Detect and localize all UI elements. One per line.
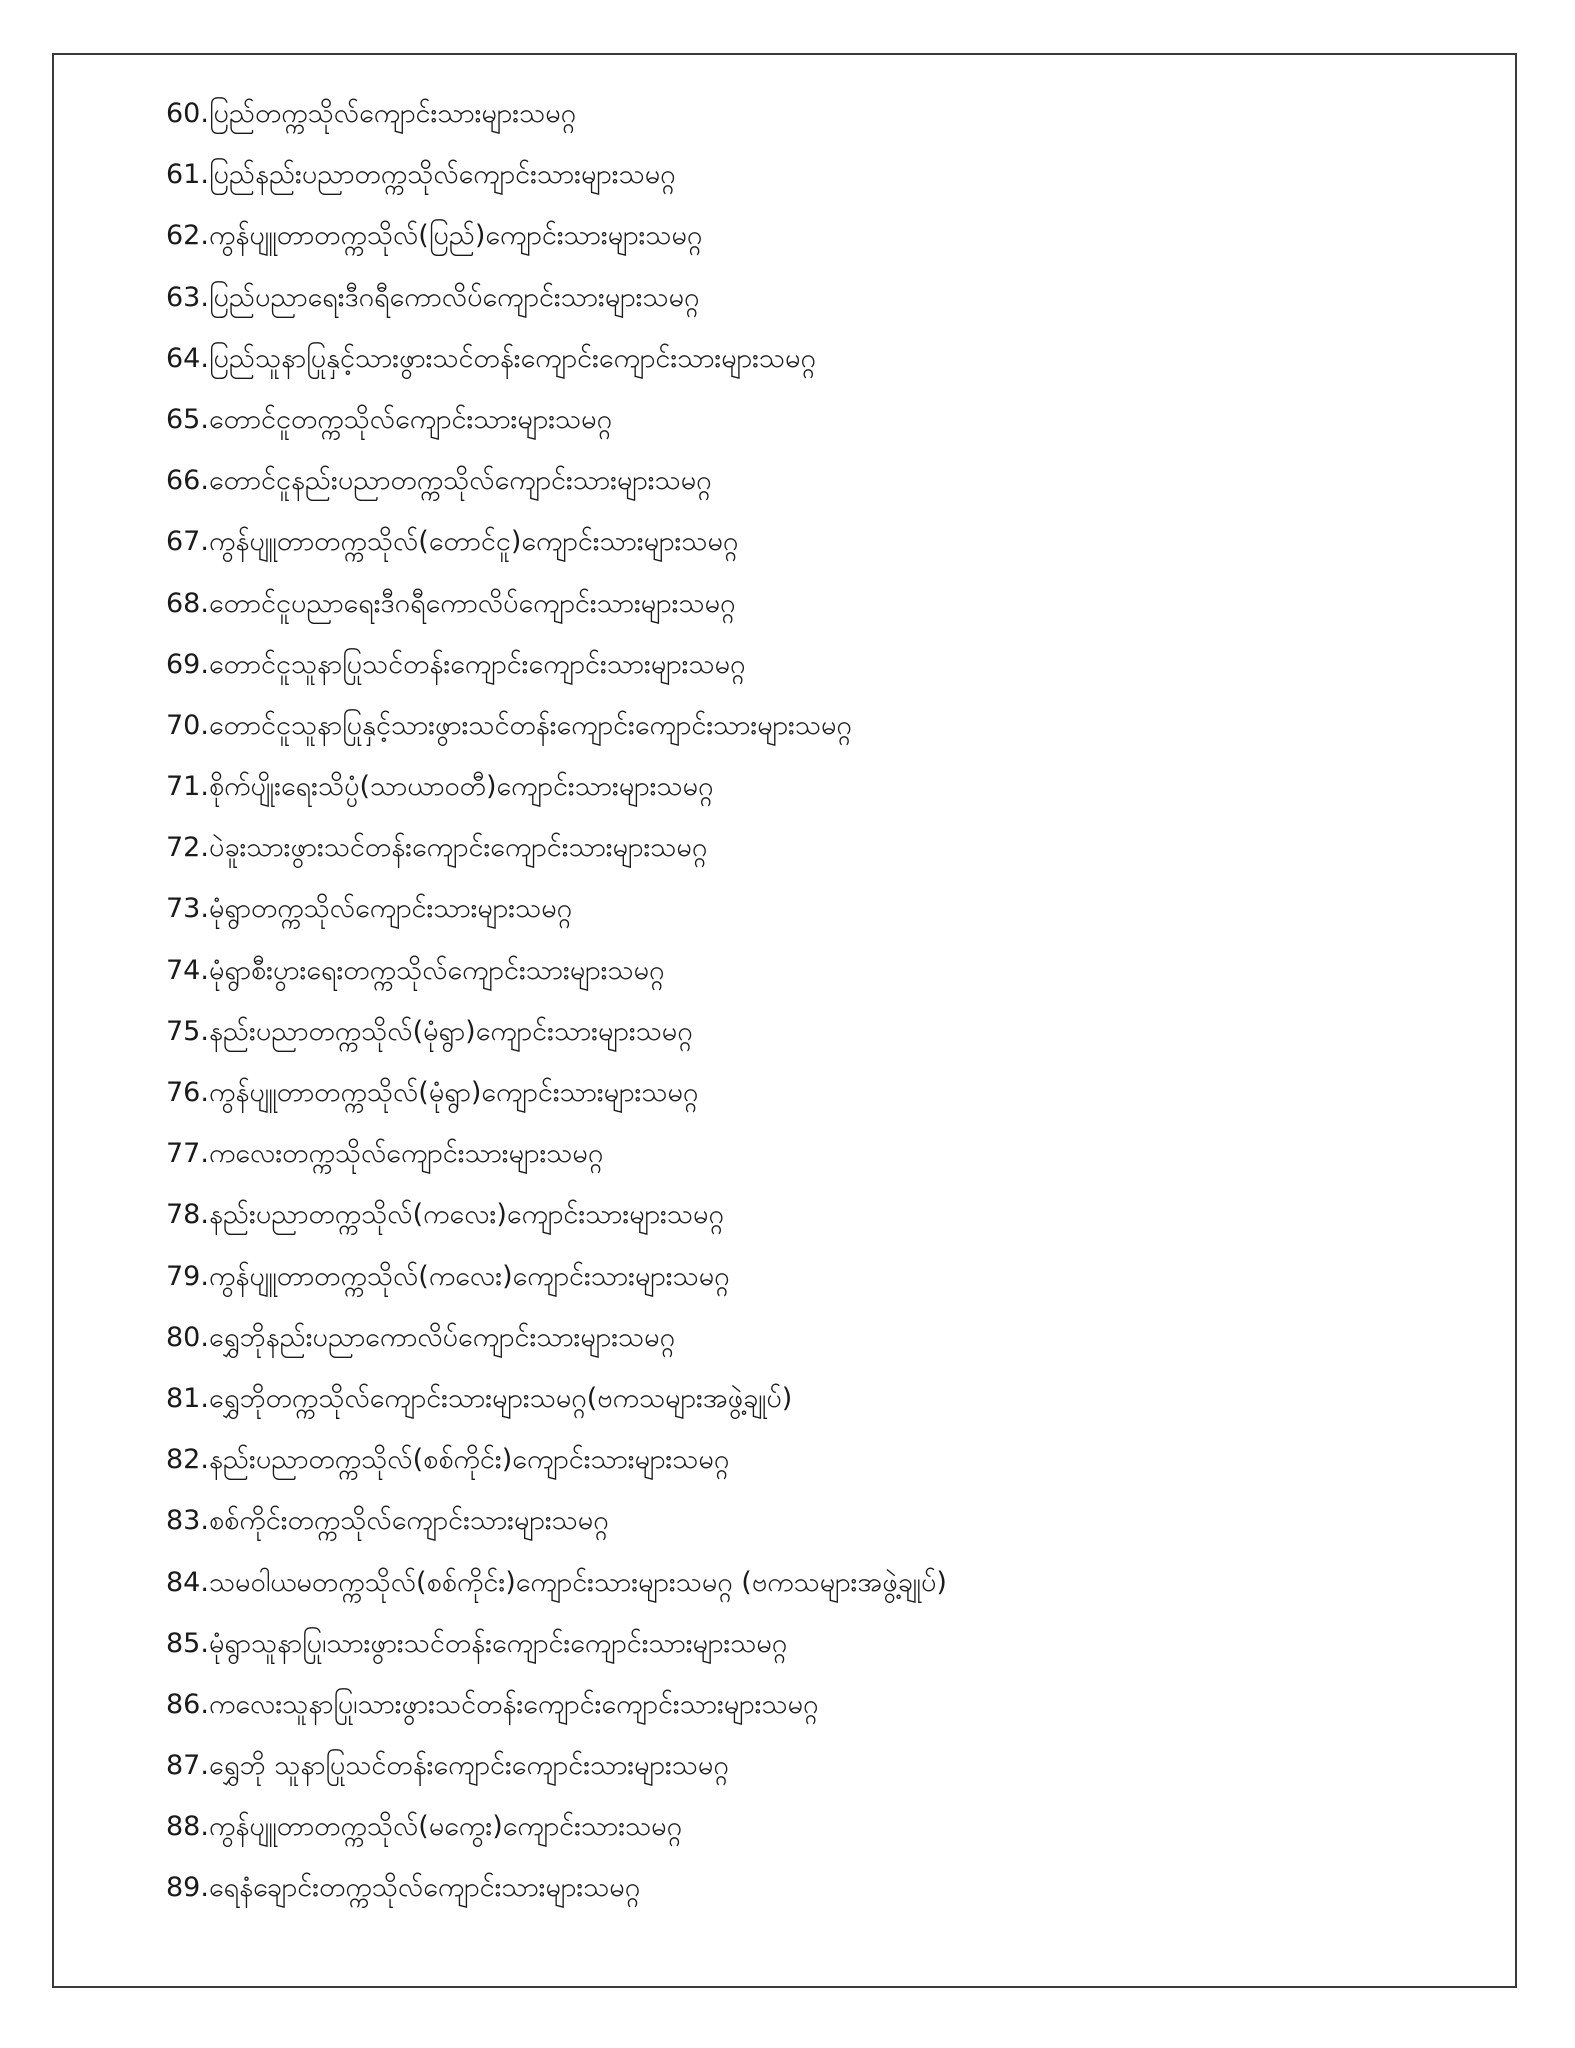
list-item: 81.ရွှေဘိုတက္ကသိုလ်ကျောင်းသားများသမဂ္ဂ(ဗကသများအဖွဲ့ချုပ်)	[166, 1382, 793, 1414]
list-item: 61.ပြည်နည်းပညာတက္ကသိုလ်ကျောင်းသားများသမဂ္ဂ	[166, 159, 676, 191]
list-item: 69.တောင်ငူသူနာပြုသင်တန်းကျောင်းကျောင်းသားများသမဂ္ဂ	[166, 648, 746, 680]
list-item: 67.ကွန်ပျူတာတက္ကသိုလ်(တောင်ငူ)ကျောင်းသားများသမဂ္ဂ	[166, 526, 739, 558]
list-item: 80.ရွှေဘိုနည်းပညာကောလိပ်ကျောင်းသားများသမဂ္ဂ	[166, 1321, 676, 1353]
list-item: 75.နည်းပညာတက္ကသိုလ်(မုံရွာ)ကျောင်းသားများသမဂ္ဂ	[166, 1015, 693, 1047]
list-item: 79.ကွန်ပျူတာတက္ကသိုလ်(ကလေး)ကျောင်းသားများသမဂ္ဂ	[166, 1260, 730, 1292]
page-frame	[52, 53, 1517, 1988]
list-item: 62.ကွန်ပျူတာတက္ကသိုလ်(ပြည်)ကျောင်းသားများသမဂ္ဂ	[166, 220, 703, 252]
list-item: 72.ပဲခူးသားဖွားသင်တန်းကျောင်းကျောင်းသားများသမဂ္ဂ	[166, 832, 708, 864]
list-item: 85.မုံရွာသူနာပြု၊သားဖွားသင်တန်းကျောင်းကျောင်းသားများသမဂ္ဂ	[166, 1627, 788, 1659]
list-item: 83.စစ်ကိုင်းတက္ကသိုလ်ကျောင်းသားများသမဂ္ဂ	[166, 1505, 609, 1537]
list-item: 82.နည်းပညာတက္ကသိုလ်(စစ်ကိုင်း)ကျောင်းသားများသမဂ္ဂ	[166, 1444, 730, 1476]
list-item: 71.စိုက်ပျိုးရေးသိပ္ပံ(သာယာဝတီ)ကျောင်းသားများသမဂ္ဂ	[166, 771, 714, 803]
list-item: 65.တောင်ငူတက္ကသိုလ်ကျောင်းသားများသမဂ္ဂ	[166, 403, 613, 435]
list-item: 86.ကလေးသူနာပြု၊သားဖွားသင်တန်းကျောင်းကျောင်းသားများသမဂ္ဂ	[166, 1688, 819, 1720]
list-item: 84.သမဝါယမတက္ကသိုလ်(စစ်ကိုင်း)ကျောင်းသားများသမဂ္ဂ (ဗကသများအဖွဲ့ချုပ်)	[166, 1566, 947, 1598]
list-item: 66.တောင်ငူနည်းပညာတက္ကသိုလ်ကျောင်းသားများသမဂ္ဂ	[166, 465, 712, 497]
list-item: 64.ပြည်သူနာပြုနှင့်သားဖွားသင်တန်းကျောင်းကျောင်းသားများသမဂ္ဂ	[166, 342, 816, 374]
list-item: 88.ကွန်ပျူတာတက္ကသိုလ်(မကွေး)ကျောင်းသားသမဂ္ဂ	[166, 1811, 683, 1843]
list-item: 68.တောင်ငူပညာရေးဒီဂရီကောလိပ်ကျောင်းသားများသမဂ္ဂ	[166, 587, 736, 619]
list-item: 89.ရေနံချောင်းတက္ကသိုလ်ကျောင်းသားများသမဂ္ဂ	[166, 1872, 641, 1904]
list-item: 74.မုံရွာစီးပွားရေးတက္ကသိုလ်ကျောင်းသားများသမဂ္ဂ	[166, 954, 665, 986]
list-item: 73.မုံရွာတက္ကသိုလ်ကျောင်းသားများသမဂ္ဂ	[166, 893, 573, 925]
union-list	[166, 83, 947, 1919]
list-item: 78.နည်းပညာတက္ကသိုလ်(ကလေး)ကျောင်းသားများသမဂ္ဂ	[166, 1199, 724, 1231]
list-item: 87.ရွှေဘို သူနာပြုသင်တန်းကျောင်းကျောင်းသားများသမဂ္ဂ	[166, 1750, 729, 1782]
list-item: 70.တောင်ငူသူနာပြုနှင့်သားဖွားသင်တန်းကျောင်းကျောင်းသားများသမဂ္ဂ	[166, 709, 852, 741]
list-item: 63.ပြည်ပညာရေးဒီဂရီကောလိပ်ကျောင်းသားများသမဂ္ဂ	[166, 281, 700, 313]
list-item: 76.ကွန်ပျူတာတက္ကသိုလ်(မုံရွာ)ကျောင်းသားများသမဂ္ဂ	[166, 1077, 699, 1108]
list-item: 77.ကလေးတက္ကသိုလ်ကျောင်းသားများသမဂ္ဂ	[166, 1138, 604, 1170]
list-item: 60.ပြည်တက္ကသိုလ်ကျောင်းသားများသမဂ္ဂ	[166, 98, 577, 129]
